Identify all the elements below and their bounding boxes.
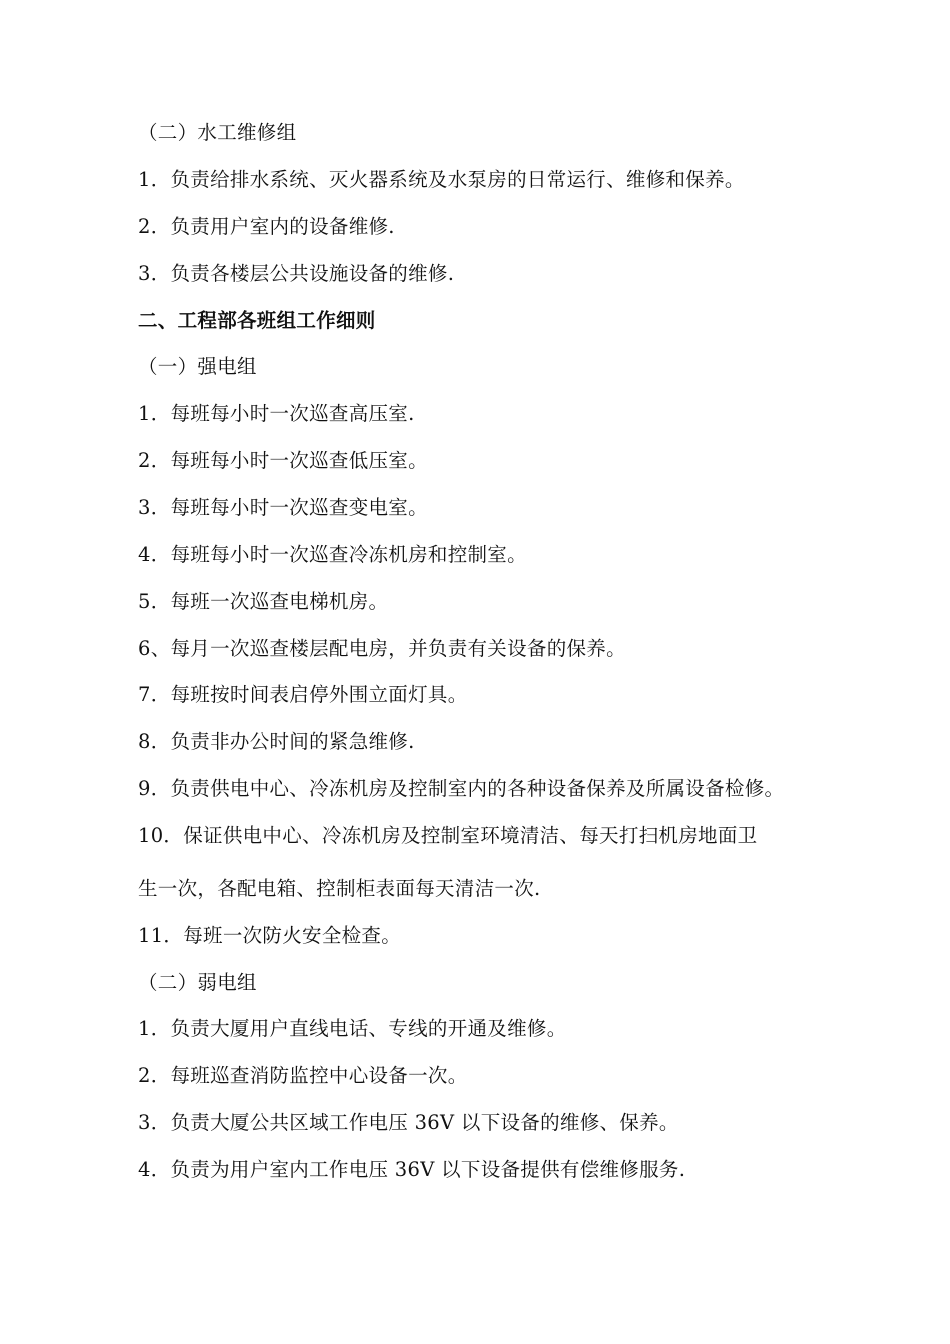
- list-item: 1．每班每小时一次巡查高压室.: [138, 402, 415, 425]
- list-item: 2．负责用户室内的设备维修.: [138, 215, 395, 238]
- list-item: 3．每班每小时一次巡查变电室。: [138, 496, 428, 519]
- list-item: 1．负责给排水系统、灭火器系统及水泵房的日常运行、维修和保养。: [138, 168, 745, 191]
- list-item: 4．负责为用户室内工作电压 36V 以下设备提供有偿维修服务.: [138, 1158, 686, 1181]
- list-item: 5．每班一次巡查电梯机房。: [138, 590, 389, 613]
- subheading-weak-current: （二）弱电组: [138, 971, 257, 994]
- subheading-water-maintenance: （二）水工维修组: [138, 121, 297, 144]
- list-item-continuation: 生一次，各配电箱、控制柜表面每天清洁一次.: [138, 877, 541, 900]
- list-item: 11．每班一次防火安全检查。: [138, 924, 402, 947]
- list-item: 2．每班巡查消防监控中心设备一次。: [138, 1064, 468, 1087]
- list-item: 1．负责大厦用户直线电话、专线的开通及维修。: [138, 1017, 567, 1040]
- list-item: 2．每班每小时一次巡查低压室。: [138, 449, 428, 472]
- list-item: 6、每月一次巡查楼层配电房，并负责有关设备的保养。: [138, 637, 626, 660]
- list-item: 4．每班每小时一次巡查冷冻机房和控制室。: [138, 543, 527, 566]
- list-item: 8．负责非办公时间的紧急维修.: [138, 730, 415, 753]
- list-item: 7．每班按时间表启停外围立面灯具。: [138, 683, 468, 706]
- list-item: 3．负责各楼层公共设施设备的维修.: [138, 262, 455, 285]
- section-heading: 二、工程部各班组工作细则: [138, 309, 376, 332]
- list-item: 3．负责大厦公共区域工作电压 36V 以下设备的维修、保养。: [138, 1111, 679, 1134]
- subheading-strong-current: （一）强电组: [138, 355, 257, 378]
- list-item: 10．保证供电中心、冷冻机房及控制室环境清洁、每天打扫机房地面卫: [138, 824, 758, 847]
- list-item: 9．负责供电中心、冷冻机房及控制室内的各种设备保养及所属设备检修。: [138, 777, 785, 800]
